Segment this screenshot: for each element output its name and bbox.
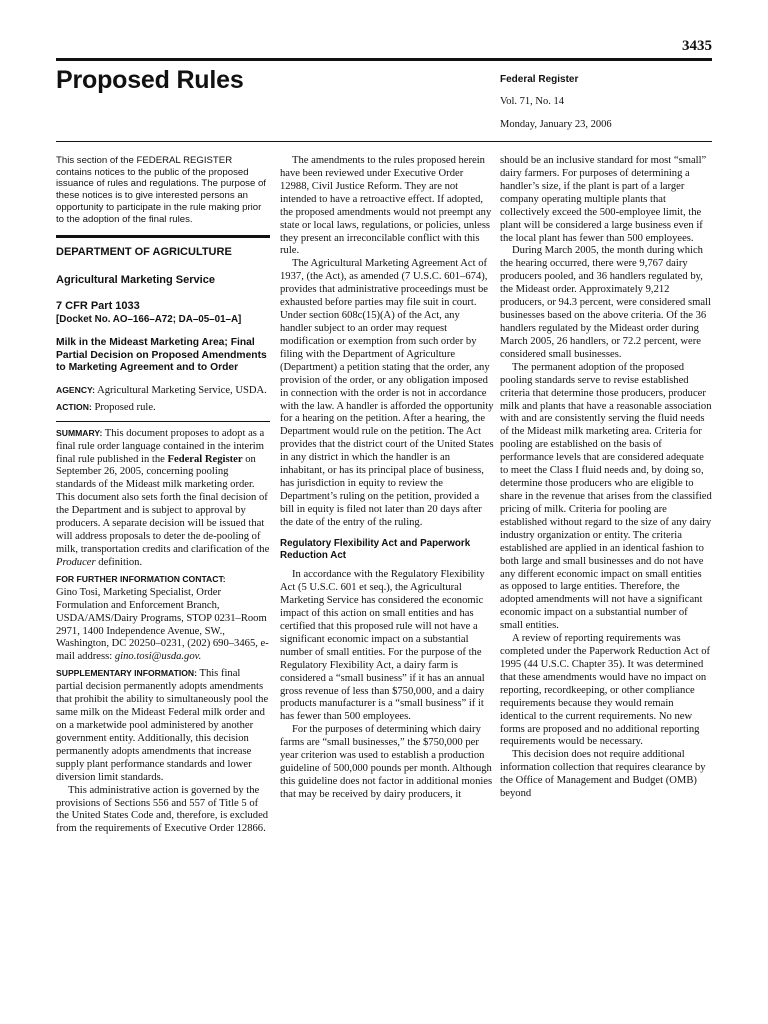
col2-paragraph-4: For the purposes of determining which dairy farms are “small businesses,” the $750,000 per year criterion was used to establish a production guideline of 500,000 pounds per month. Although this guideline does not factor in additional monies that may be received by dairy producers, it [280,724,493,800]
publication-name: Federal Register [500,74,579,85]
supplementary-text: This final partial decision permanently adopts amendments that prohibit the ability to simultaneously pool the same milk on the Mideast Federal milk order and on a marketwide pool administered by another government entity. Additionally, this decision permanently adopts amendments that increase supply plant performance standards and lower diversion limit standards. [56,668,269,783]
column-1 [56,155,270,836]
supplementary-block [56,668,270,784]
summary-text-b: on September 26, 2005, concerning pooling standards of the Mideast milk marketing order. This document also sets forth the final decision of the Department and is subject to approval by producers. A separate decision will be issued that will address proposals to deter the de-pooling of milk, transportation credits and clarification of the [56,453,270,555]
contact-text: Gino Tosi, Marketing Specialist, Order Formulation and Enforcement Branch, USDA/AMS/Dairy Programs, STOP 0231–Room 2971, 1400 Independence Avenue, SW., Washington, DC 20250–0231, (202) 690–3465, e-mail address: [56,586,269,663]
header-rule [56,141,712,142]
col3-paragraph-2: During March 2005, the month during which the hearing occurred, there were 9,767 dairy producers pooled, and 36 handlers regulated by, the Mideast order. Approximately 9,212 producers, or 94.3 percent, were considered small businesses based on the above criteria. Of the 36 handlers regulated by the Mideast order during March 2005, 26 handlers, or 72.2 percent, were considered small businesses. [500,245,711,360]
intro-divider [56,235,270,238]
col2-paragraph-3: In accordance with the Regulatory Flexibility Act (5 U.S.C. 601 et seq.), the Agricultural Marketing Service has considered the economic impact of this action on small entities and has certified that this proposed rule will not have a significant economic impact on a substantial number of small entities. For the purpose of the Regulatory Flexibility Act, a dairy farm is considered a “small business” if it has an annual gross revenue of less than $750,000, and a dairy products manufacturer is a “small business” if it has fewer than 500 employees. [280,569,485,723]
summary-block [56,428,270,570]
summary-label: SUMMARY: [56,427,103,438]
col2-paragraph-1: The amendments to the rules proposed herein have been reviewed under Executive Order 12988, Civil Justice Reform. They are not intended to have a retroactive effect. If adopted, the proposed amendments would not preempt any state or local laws, regulations, or policies, unless they present an irreconcilable conflict with this rule. [280,155,492,257]
cfr-part: 7 CFR Part 1033 [56,300,140,313]
issue-info [500,72,612,140]
section-title: Proposed Rules [56,66,244,94]
summary-fr-ref: Federal Register [167,453,243,465]
action-label: ACTION: [56,401,92,412]
summary-text-c: definition. [98,556,143,568]
agency-block [56,385,270,398]
rfa-heading: Regulatory Flexibility Act and Paperwork Reduction Act [280,537,471,562]
agency-label: AGENCY: [56,384,95,395]
summary-text-a: This document proposes to adopt as a final rule order language contained in the interim final rule published in the [56,427,265,465]
action-text: Proposed rule. [94,401,156,413]
agency-heading: Agricultural Marketing Service [56,274,215,287]
volume-number: Vol. 71, No. 14 [500,96,564,107]
contact-label: FOR FURTHER INFORMATION CONTACT: [56,573,226,584]
contact-email[interactable]: gino.tosi@usda.gov. [114,651,202,663]
admin-paragraph: This administrative action is governed by the provisions of Sections 556 and 557 of Title 5 of the United States Code and, therefore, is excluded from the requirements of Executive Order 12866. [56,784,269,835]
column-2 [280,155,494,802]
section-intro: This section of the FEDERAL REGISTER contains notices to the public of the proposed issuance of rules and regulations. The purpose of these notices is to give interested persons an opportunity to participate in the rule making prior to the adoption of the final rules. [56,155,266,225]
col3-paragraph-1: should be an inclusive standard for most “small” dairy farmers. For purposes of determining a handler’s size, if the plant is part of a larger company operating multiple plants that collectively exceed the 500-employee limit, the plant will be considered a large business even if the local plant has fewer than 500 employees. [500,155,707,244]
summary-divider [56,421,270,422]
supplementary-label: SUPPLEMENTARY INFORMATION: [56,668,197,679]
agency-text: Agricultural Marketing Service, USDA. [97,384,267,396]
rule-title: Milk in the Mideast Marketing Area; Final Partial Decision on Proposed Amendments to Marketing Agreement and to Order [56,337,267,374]
top-rule [56,58,712,61]
col2-paragraph-2: The Agricultural Marketing Agreement Act of 1937, (the Act), as amended (7 U.S.C. 601–674), provides that administrative proceedings must be exhausted before parties may file suit in court. Under section 608c(15)(A) of the Act, any handler subject to an order may request modification or exemption from such order by filing with the Department of Agriculture (Department) a petition stating that the order, any provision of the order, or any obligation imposed in connection with the order is not in accordance with the law. A handler is afforded the opportunity for a hearing on the petition. After a hearing, the Department would rule on the petition. The Act provides that the district court of the United States in any district in which the handler is an inhabitant, or has its principal place of business, has jurisdiction in equity to review the Department’s ruling on the petition, provided a bill in equity is filed not later than 20 days after the date of the entry of the ruling. [280,258,494,528]
docket-number: [Docket No. AO–166–A72; DA–05–01–A] [56,314,242,326]
contact-block [56,574,270,664]
col3-paragraph-4: A review of reporting requirements was completed under the Paperwork Reduction Act of 1995 (44 U.S.C. Chapter 35). It was determined that these amendments would have no impact on reporting, recordkeeping, or other compliance requirements because they would remain identical to the current requirements. No new forms are proposed and no additional reporting requirements would be necessary. [500,633,711,748]
department-heading: DEPARTMENT OF AGRICULTURE [56,246,232,259]
col3-paragraph-5: This decision does not require additional information collection that requires clearance by the Office of Management and Budget (OMB) beyond [500,749,706,800]
issue-date: Monday, January 23, 2006 [500,118,612,130]
col3-paragraph-3: The permanent adoption of the proposed pooling standards serve to revise established criteria that determine those producers, producer milk and plants that have a reasonable association with and are consistently serving the fluid needs of the Mideast milk marketing area. Criteria for pooling are established on the basis of performance levels that are considered adequate to meet the Class I fluid needs and, by doing so, determine those producers who are eligible to share in the revenue that arises from the classified pricing of milk. Criteria for pooling are established without regard to the size of any dairy industry organization or entity. The criteria established are applied in an identical fashion to both large and small businesses and do not have any different economic impact on small entities as opposed to large entities. Therefore, the adopted amendments will not have a significant economic impact on a substantial number of small entities. [500,361,712,632]
column-3 [500,155,712,801]
action-block [56,402,270,415]
page-number: 3435 [682,38,712,54]
summary-italic: Producer [56,556,96,568]
